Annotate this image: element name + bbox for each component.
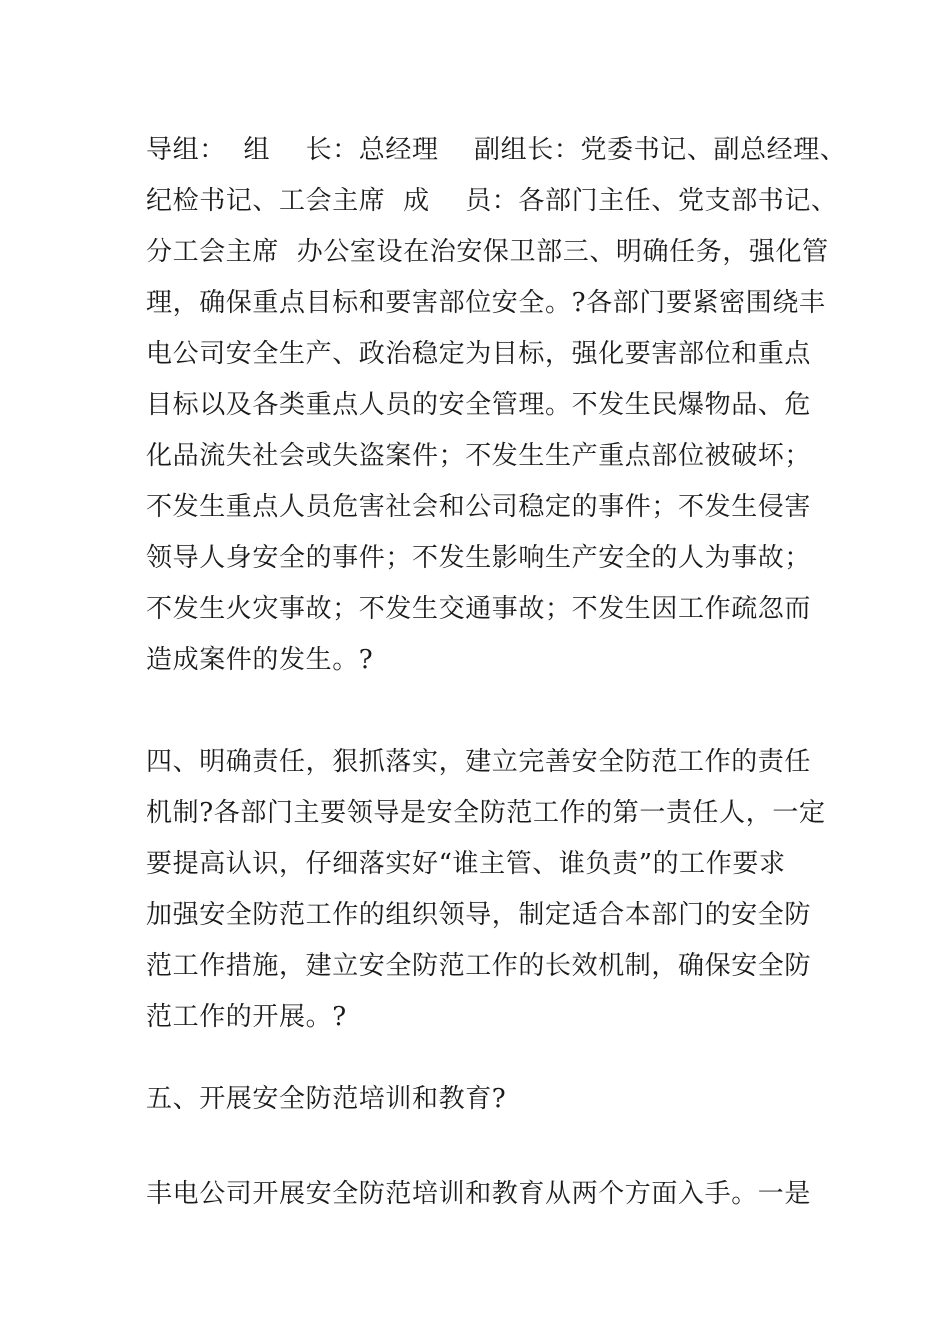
text-line: 分工会主席 办公室设在治安保卫部三、明确任务，强化管 (146, 237, 829, 267)
text-line: 机制?各部门主要领导是安全防范工作的第一责任人，一定 (146, 798, 826, 828)
text-line: 导组： 组 长：总经理 副组长：党委书记、副总经理、 (146, 135, 847, 165)
text-line: 领导人身安全的事件；不发生影响生产安全的人为事故； (146, 543, 812, 573)
text-line: 电公司安全生产、政治稳定为目标，强化要害部位和重点 (146, 339, 812, 369)
text-line: 化品流失社会或失盗案件；不发生生产重点部位被破坏； (146, 441, 812, 471)
text-line: 目标以及各类重点人员的安全管理。不发生民爆物品、危 (146, 390, 812, 420)
text-line: 范工作措施，建立安全防范工作的长效机制，确保安全防 (146, 951, 812, 981)
text-line: 理，确保重点目标和要害部位安全。?各部门要紧密围绕丰 (146, 288, 826, 318)
text-line: 不发生火灾事故；不发生交通事故；不发生因工作疏忽而 (146, 594, 812, 624)
section-heading: 五、开展安全防范培训和教育? (146, 1084, 507, 1114)
text-line: 丰电公司开展安全防范培训和教育从两个方面入手。一是 (146, 1179, 812, 1209)
text-line: 四、明确责任，狠抓落实，建立完善安全防范工作的责任 (146, 747, 812, 777)
text-line: 要提高认识，仔细落实好“谁主管、谁负责”的工作要求 (146, 849, 786, 879)
text-line: 加强安全防范工作的组织领导，制定适合本部门的安全防 (146, 900, 812, 930)
text-line: 造成案件的发生。? (146, 645, 374, 675)
text-line: 不发生重点人员危害社会和公司稳定的事件；不发生侵害 (146, 492, 812, 522)
text-line: 纪检书记、工会主席 成 员：各部门主任、党支部书记、 (146, 186, 838, 216)
text-line: 范工作的开展。? (146, 1002, 347, 1032)
